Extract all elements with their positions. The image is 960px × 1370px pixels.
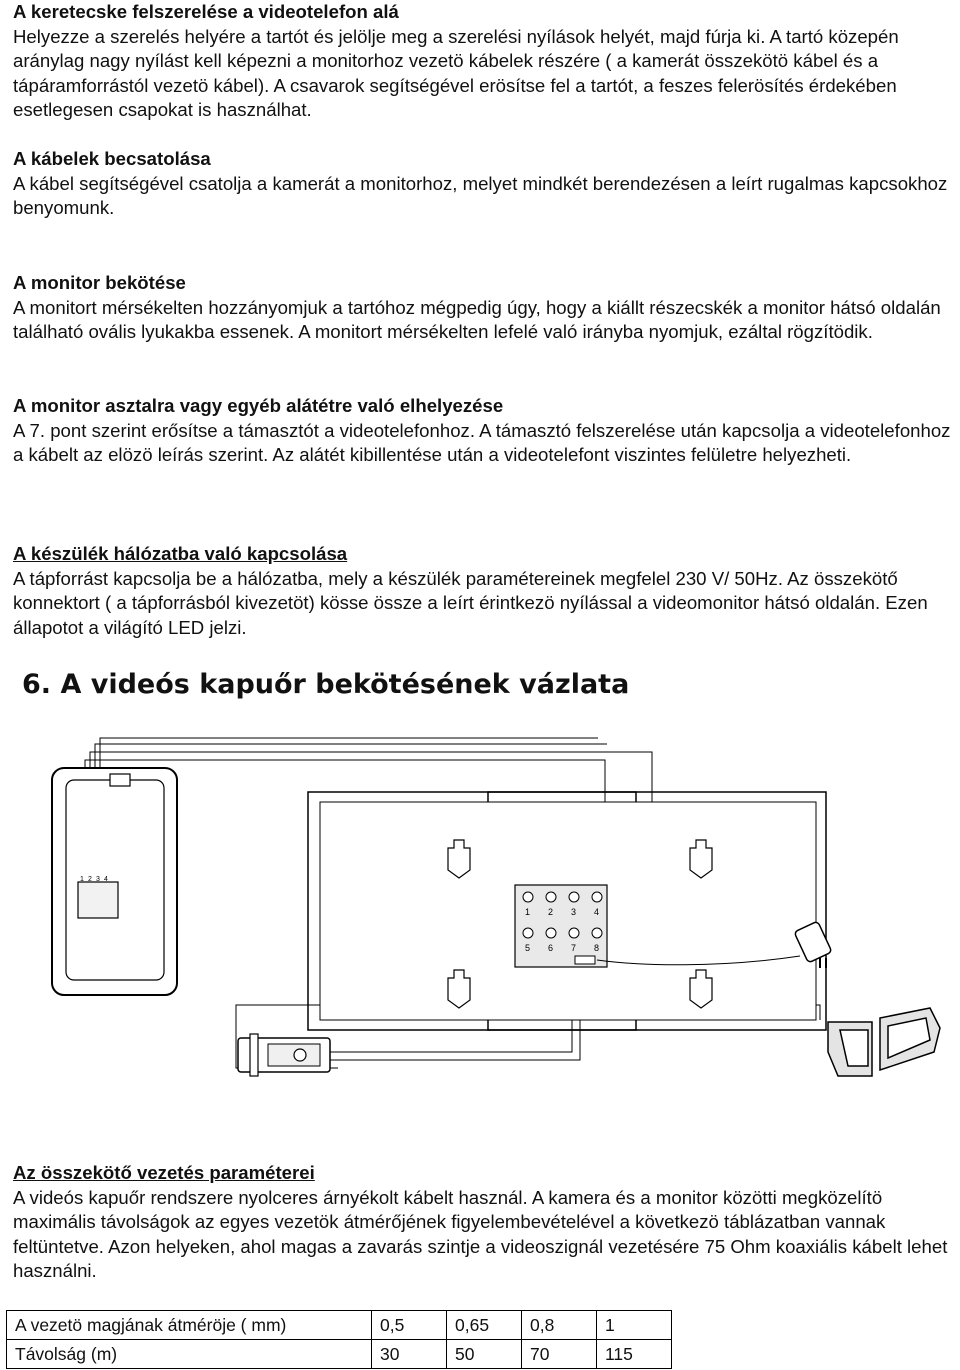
section-6-number: 6. (22, 669, 52, 700)
camera-terminal-block (78, 882, 118, 918)
monitor-terminal-1: 1 (525, 907, 531, 917)
section-cable-parameters (13, 1161, 958, 1284)
table-cell: 115 (597, 1340, 672, 1369)
table-cell: 30 (372, 1340, 447, 1369)
text-monitor-mounting: A monitort mérsékelten hozzányomjuk a tartóhoz mégpedig úgy, hogy a kiállt részecskék a monitor hátsó oldalán található ovális lyukakba essenek. A monitort mérsékelten lefelé való irányba nyomjuk, ezáltal rögzítödik. (13, 296, 941, 342)
table-cell: 0,5 (372, 1311, 447, 1340)
cable-distance-table (6, 1310, 672, 1369)
table-row (7, 1340, 672, 1369)
table-cell: 70 (522, 1340, 597, 1369)
camera-top-clip (110, 774, 130, 786)
text-cable-connection: A kábel segítségével csatolja a kamerát a monitorhoz, melyet mindkét berendezésen a leírt rugalmas kapcsokhoz benyomunk. (13, 172, 948, 218)
power-socket (575, 956, 595, 964)
wiring-diagram (0, 730, 960, 1120)
monitor-terminal-5: 5 (525, 943, 531, 953)
door-leaves (828, 1008, 940, 1076)
heading-bracket-mounting: A keretecske felszerelése a videotelefon alá (13, 1, 399, 22)
monitor-terminal-3: 3 (571, 907, 577, 917)
section-power-connection (13, 542, 958, 640)
section-monitor-mounting (13, 271, 958, 345)
section-6-title-text: A videós kapuőr bekötésének vázlata (60, 669, 630, 700)
table-cell: 0,8 (522, 1311, 597, 1340)
section-cable-connection (13, 147, 958, 221)
monitor-terminal-8: 8 (594, 943, 600, 953)
camera-terminal-3: 3 (96, 876, 100, 883)
section-desk-placement (13, 394, 958, 468)
camera-terminal-2: 2 (88, 876, 92, 883)
section-6-title (22, 669, 629, 700)
camera-terminal-1: 1 (80, 876, 84, 883)
text-bracket-mounting: Helyezze a szerelés helyére a tartót és jelölje meg a szerelési nyílások helyét, majd fúrja ki. A tartó közepén aránylag nagy nyílást kell képezni a monitorhoz vezetö kábelek részére ( a kamerát összekötö kábel és a tápáramforrástól vezetö kábel). A csavarok segítségével erösítse fel a tartót, a feszes felerösítés érdekében esetlegesen csapokat is használhat. (13, 25, 899, 120)
text-cable-parameters: A videós kapuőr rendszere nyolceres árnyékolt kábelt használ. A kamera és a monitor közötti megközelítö maximális távolságok az egyes vezetök átmérőjének figyelembevételével a következö táblázatban vannak feltüntetve. Azon helyeken, ahol magas a zavarás szintje a videoszignál vezetésére 75 Ohm koaxiális kábelt lehet használni. (13, 1186, 948, 1281)
heading-power-connection: A készülék hálózatba való kapcsolása (13, 543, 348, 564)
heading-monitor-mounting: A monitor bekötése (13, 272, 186, 293)
monitor-terminal-6: 6 (548, 943, 554, 953)
heading-cable-parameters: Az összekötő vezetés paraméterei (13, 1162, 315, 1183)
monitor-terminal-7: 7 (571, 943, 577, 953)
door-lock (238, 1034, 330, 1076)
table-cell: 1 (597, 1311, 672, 1340)
table-row (7, 1311, 672, 1340)
table-cell-label: Távolság (m) (7, 1340, 372, 1369)
text-desk-placement: A 7. pont szerint erősítse a támasztót a videotelefonhoz. A támasztó felszerelése után kapcsolja a videotelefonhoz a kábelt az elözö leírás szerint. Az alátét kibillentése után a videotelefont viszintes felületre helyezheti. (13, 419, 951, 465)
table-cell: 50 (447, 1340, 522, 1369)
monitor-unit (308, 792, 826, 1030)
monitor-terminal-2: 2 (548, 907, 554, 917)
table-cell: 0,65 (447, 1311, 522, 1340)
text-power-connection: A tápforrást kapcsolja be a hálózatba, mely a készülék paramétereinek megfelel 230 V/ 50Hz. Az összekötő konnektort ( a tápforrásból kivezetöt) kösse össze a leírt érintkezö nyílással a videomonitor hátsó oldalán. Ezen állapotot a világító LED jelzi. (13, 567, 928, 638)
heading-cable-connection: A kábelek becsatolása (13, 148, 211, 169)
table-cell-label: A vezetö magjának átméröje ( mm) (7, 1311, 372, 1340)
camera-unit (52, 768, 177, 995)
section-bracket-mounting (13, 0, 958, 123)
camera-terminal-4: 4 (104, 876, 108, 883)
monitor-terminal-4: 4 (594, 907, 600, 917)
heading-desk-placement: A monitor asztalra vagy egyéb alátétre való elhelyezése (13, 395, 504, 416)
